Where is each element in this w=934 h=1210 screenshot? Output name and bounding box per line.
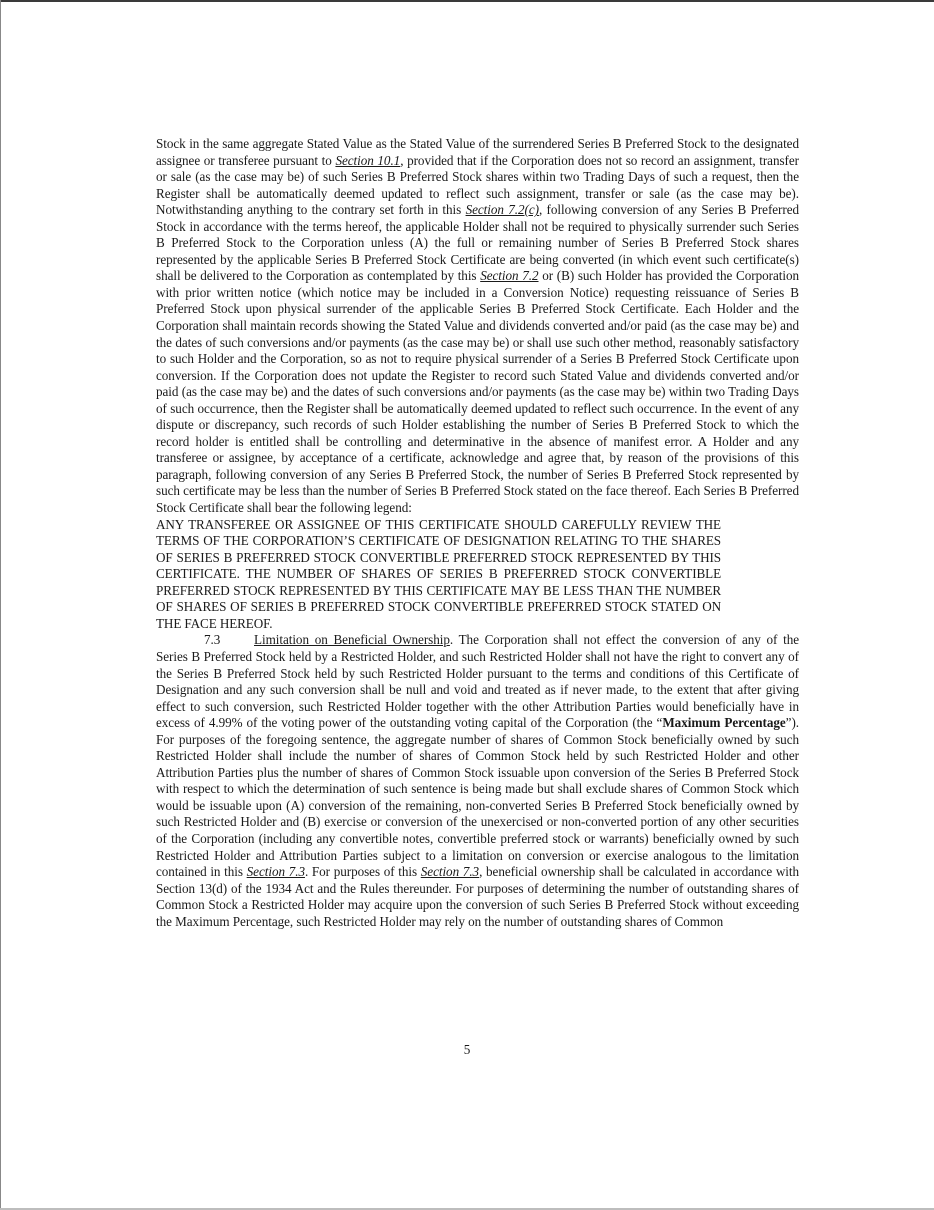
section-heading: Limitation on Beneficial Ownership bbox=[254, 632, 450, 648]
section-cross-reference: Section 7.3 bbox=[420, 864, 480, 880]
section-7-3-paragraph bbox=[156, 632, 799, 930]
section-cross-reference: Section 10.1 bbox=[335, 152, 401, 168]
paragraph-continuation: Stock in the same aggregate Stated Value as the Stated Value of the surrendered Series B Preferred Stock to the designated assignee or transferee pursuant to Section 10.1, provided that if the Corporation does not so record an assignment, transfer or sale (as the case may be) of such Series B Preferred Stock shares within two Trading Days of such a request, then the Register shall be automatically deemed updated to reflect such assignment, transfer or sale (as the case may be). Notwithstanding anything to the contrary set forth in this Section 7.2(c), following conversion of any Series B Preferred Stock in accordance with the terms hereof, the applicable Holder shall not be required to physically surrender such Series B Preferred Stock to the Corporation unless (A) the full or remaining number of Series B Preferred Stock shares represented by the applicable Series B Preferred Stock Certificate are being converted (in which event such certificate(s) shall be delivered to the Corporation as contemplated by this Section 7.2 or (B) such Holder has provided the Corporation with prior written notice (which notice may be included in a Conversion Notice) requesting reissuance of Series B Preferred Stock upon physical surrender of the applicable Series B Preferred Stock Certificate. Each Holder and the Corporation shall maintain records showing the Stated Value and dividends converted and/or paid (as the case may be) and the dates of such conversions and/or payments (as the case may be) or shall use such other method, reasonably satisfactory to such Holder and the Corporation, so as not to require physical surrender of a Series B Preferred Stock Certificate upon conversion. If the Corporation does not update the Register to record such Stated Value and dividends converted and/or paid (as the case may be) and the dates of such conversions and/or payments (as the case may be) within two Trading Days of such occurrence, then the Register shall be automatically deemed updated to reflect such occurrence. In the event of any dispute or discrepancy, such records of such Holder establishing the number of Series B Preferred Stock to which the record holder is entitled shall be controlling and determinative in the absence of manifest error. A Holder and any transferee or assignee, by acceptance of a certificate, acknowledge and agree that, by reason of the provisions of this paragraph, following conversion of any Series B Preferred Stock, the number of Series B Preferred Stock represented by such certificate may be less than the number of Series B Preferred Stock stated on the face thereof. Each Series B Preferred Stock Certificate shall bear the following legend: bbox=[156, 136, 800, 516]
scan-top-edge bbox=[0, 0, 934, 2]
section-cross-reference: Section 7.2 bbox=[480, 268, 539, 284]
section-body: . The Corporation shall not effect the conversion of any of the Series B Preferred Stock held by a Restricted Holder, and such Restricted Holder shall not have the right to convert any of the Series B Preferred Stock held by such Restricted Holder pursuant to the terms and conditions of this Certificate of Designation and any such conversion shall be null and void and treated as if never made, to the extent that after giving effect to such conversion, such Restricted Holder together with the other Attribution Parties would beneficially have in excess of 4.99% of the voting power of the outstanding voting capital of the Corporation (the “Maximum Percentage”). For purposes of the foregoing sentence, the aggregate number of shares of Common Stock beneficially owned by such Restricted Holder shall include the number of shares of Common Stock held by such Restricted Holder and other Attribution Parties plus the number of shares of Common Stock issuable upon conversion of the Series B Preferred Stock with respect to which the determination of such sentence is being made but shall exclude shares of Common Stock which would be issuable upon (A) conversion of the remaining, non-converted Series B Preferred Stock beneficially owned by such Restricted Holder and (B) exercise or conversion of the unexercised or non-converted portion of any other securities of the Corporation (including any convertible notes, convertible preferred stock or warrants) beneficially owned by such Restricted Holder and Attribution Parties subject to a limitation on conversion or exercise analogous to the limitation contained in this Section 7.3. For purposes of this Section 7.3, beneficial ownership shall be calculated in accordance with Section 13(d) of the 1934 Act and the Rules thereunder. For purposes of determining the number of outstanding shares of Common Stock a Restricted Holder may acquire upon the conversion of such Series B Preferred Stock without exceeding the Maximum Percentage, such Restricted Holder may rely on the number of outstanding shares of Common bbox=[156, 632, 800, 929]
document-page bbox=[156, 136, 799, 930]
scan-left-edge bbox=[0, 0, 1, 1210]
certificate-legend: ANY TRANSFEREE OR ASSIGNEE OF THIS CERTIFICATE SHOULD CAREFULLY REVIEW THE TERMS OF THE CORPORATION’S CERTIFICATE OF DESIGNATION RELATING TO THE SHARES OF SERIES B PREFERRED STOCK CONVERTIBLE PREFERRED STOCK REPRESENTED BY THIS CERTIFICATE. THE NUMBER OF SHARES OF SERIES B PREFERRED STOCK CONVERTIBLE PREFERRED STOCK REPRESENTED BY THIS CERTIFICATE MAY BE LESS THAN THE NUMBER OF SHARES OF SERIES B PREFERRED STOCK CONVERTIBLE PREFERRED STOCK STATED ON THE FACE HEREOF. bbox=[156, 516, 721, 631]
section-number: 7.3 bbox=[204, 632, 221, 648]
defined-term: Maximum Percentage bbox=[662, 715, 786, 731]
section-cross-reference: Section 7.2(c) bbox=[465, 202, 539, 218]
section-cross-reference: Section 7.3 bbox=[246, 864, 305, 880]
page-number: 5 bbox=[463, 1042, 471, 1057]
